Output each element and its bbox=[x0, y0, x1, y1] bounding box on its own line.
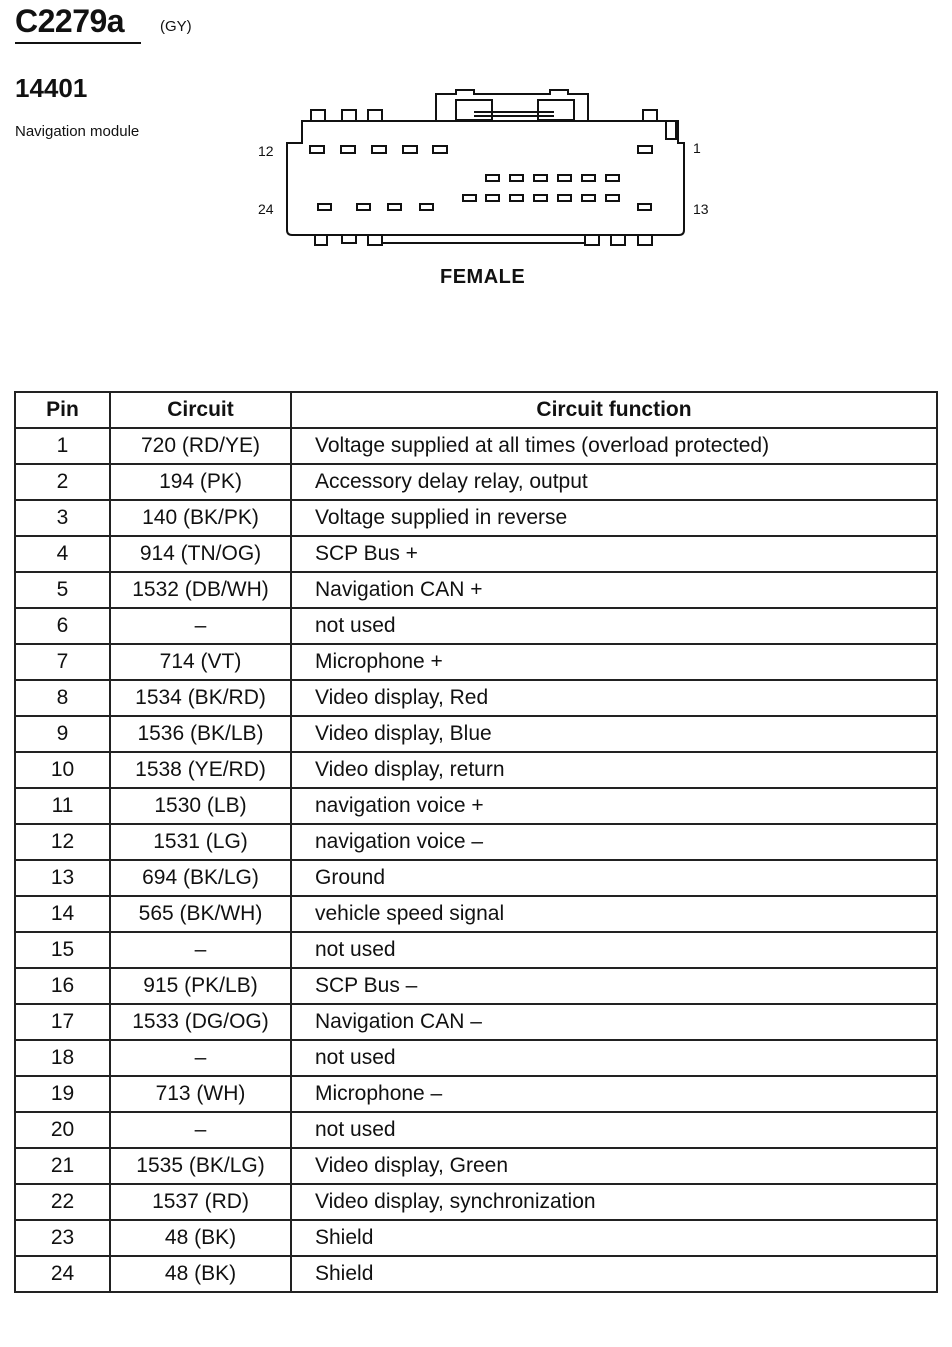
pin-cell: 16 bbox=[15, 968, 110, 1004]
header-circuit: Circuit bbox=[110, 392, 291, 428]
pin-cell: 12 bbox=[15, 824, 110, 860]
table-row bbox=[15, 1004, 937, 1040]
circuit-cell: 915 (PK/LB) bbox=[110, 968, 291, 1004]
pin-cell: 21 bbox=[15, 1148, 110, 1184]
circuit-cell: 565 (BK/WH) bbox=[110, 896, 291, 932]
pin-cell: 9 bbox=[15, 716, 110, 752]
pin-label-13: 13 bbox=[693, 201, 709, 217]
circuit-cell: 1534 (BK/RD) bbox=[110, 680, 291, 716]
function-cell: Video display, synchronization bbox=[291, 1184, 937, 1220]
pin-cell: 7 bbox=[15, 644, 110, 680]
function-cell: navigation voice – bbox=[291, 824, 937, 860]
pin-cell: 4 bbox=[15, 536, 110, 572]
table-row bbox=[15, 860, 937, 896]
pin-cell: 14 bbox=[15, 896, 110, 932]
cavity bbox=[510, 195, 523, 201]
pin-cell: 23 bbox=[15, 1220, 110, 1256]
pin-cell: 6 bbox=[15, 608, 110, 644]
pinout-table bbox=[14, 391, 938, 1293]
circuit-cell: 140 (BK/PK) bbox=[110, 500, 291, 536]
cavity bbox=[318, 204, 331, 210]
table-row bbox=[15, 896, 937, 932]
cavity bbox=[534, 175, 547, 181]
part-description: Navigation module bbox=[15, 123, 140, 140]
cavity bbox=[510, 175, 523, 181]
pin-cell: 22 bbox=[15, 1184, 110, 1220]
pin-label-1: 1 bbox=[693, 140, 701, 156]
pin-cell: 15 bbox=[15, 932, 110, 968]
pin-cell: 3 bbox=[15, 500, 110, 536]
header-circuit-function: Circuit function bbox=[291, 392, 937, 428]
table-row bbox=[15, 824, 937, 860]
pin-cell: 13 bbox=[15, 860, 110, 896]
function-cell: Video display, Green bbox=[291, 1148, 937, 1184]
header-pin: Pin bbox=[15, 392, 110, 428]
function-cell: Ground bbox=[291, 860, 937, 896]
function-cell: Video display, Red bbox=[291, 680, 937, 716]
pin-cell: 5 bbox=[15, 572, 110, 608]
table-row bbox=[15, 1220, 937, 1256]
cavity bbox=[403, 146, 417, 153]
table-row bbox=[15, 644, 937, 680]
table-row bbox=[15, 428, 937, 464]
cavity bbox=[486, 195, 499, 201]
cavity bbox=[558, 195, 571, 201]
function-cell: Microphone + bbox=[291, 644, 937, 680]
function-cell: SCP Bus – bbox=[291, 968, 937, 1004]
circuit-cell: 1538 (YE/RD) bbox=[110, 752, 291, 788]
circuit-cell: – bbox=[110, 608, 291, 644]
circuit-cell: 1537 (RD) bbox=[110, 1184, 291, 1220]
function-cell: Video display, return bbox=[291, 752, 937, 788]
pin-cell: 10 bbox=[15, 752, 110, 788]
function-cell: not used bbox=[291, 932, 937, 968]
circuit-cell: 694 (BK/LG) bbox=[110, 860, 291, 896]
circuit-cell: – bbox=[110, 1112, 291, 1148]
table-row bbox=[15, 680, 937, 716]
table-row bbox=[15, 608, 937, 644]
cavity bbox=[433, 146, 447, 153]
table-row bbox=[15, 1184, 937, 1220]
pin-cell: 18 bbox=[15, 1040, 110, 1076]
cavity bbox=[310, 146, 324, 153]
cavity bbox=[558, 175, 571, 181]
function-cell: Navigation CAN + bbox=[291, 572, 937, 608]
pin-cell: 2 bbox=[15, 464, 110, 500]
cavity bbox=[341, 146, 355, 153]
cavity bbox=[388, 204, 401, 210]
table-row bbox=[15, 968, 937, 1004]
circuit-cell: 194 (PK) bbox=[110, 464, 291, 500]
pin-cell: 24 bbox=[15, 1256, 110, 1292]
table-row bbox=[15, 716, 937, 752]
table-row bbox=[15, 500, 937, 536]
circuit-cell: 48 (BK) bbox=[110, 1256, 291, 1292]
table-row bbox=[15, 1076, 937, 1112]
cavity bbox=[582, 175, 595, 181]
function-cell: Navigation CAN – bbox=[291, 1004, 937, 1040]
table-row bbox=[15, 1040, 937, 1076]
circuit-cell: 48 (BK) bbox=[110, 1220, 291, 1256]
cavity bbox=[582, 195, 595, 201]
pin-cell: 17 bbox=[15, 1004, 110, 1040]
circuit-cell: 1530 (LB) bbox=[110, 788, 291, 824]
pin-label-12: 12 bbox=[258, 143, 274, 159]
table-row bbox=[15, 1148, 937, 1184]
table-row bbox=[15, 572, 937, 608]
connector-id: C2279a bbox=[15, 3, 125, 39]
circuit-cell: 1533 (DG/OG) bbox=[110, 1004, 291, 1040]
connector-diagram bbox=[250, 85, 730, 255]
function-cell: Video display, Blue bbox=[291, 716, 937, 752]
function-cell: Accessory delay relay, output bbox=[291, 464, 937, 500]
part-number: 14401 bbox=[15, 73, 88, 103]
circuit-cell: 720 (RD/YE) bbox=[110, 428, 291, 464]
connector-color: (GY) bbox=[160, 18, 192, 35]
cavity bbox=[638, 204, 651, 210]
diagram-caption: FEMALE bbox=[440, 266, 526, 288]
table-row bbox=[15, 464, 937, 500]
circuit-cell: – bbox=[110, 932, 291, 968]
cavity bbox=[463, 195, 476, 201]
function-cell: Voltage supplied in reverse bbox=[291, 500, 937, 536]
pin-label-24: 24 bbox=[258, 201, 274, 217]
circuit-cell: 714 (VT) bbox=[110, 644, 291, 680]
function-cell: Shield bbox=[291, 1220, 937, 1256]
pin-cell: 19 bbox=[15, 1076, 110, 1112]
cavity bbox=[372, 146, 386, 153]
function-cell: Microphone – bbox=[291, 1076, 937, 1112]
function-cell: vehicle speed signal bbox=[291, 896, 937, 932]
table-row bbox=[15, 752, 937, 788]
cavity bbox=[420, 204, 433, 210]
cavity bbox=[606, 175, 619, 181]
cavity bbox=[357, 204, 370, 210]
function-cell: SCP Bus + bbox=[291, 536, 937, 572]
table-row bbox=[15, 536, 937, 572]
table-row bbox=[15, 1112, 937, 1148]
pin-cell: 11 bbox=[15, 788, 110, 824]
circuit-cell: – bbox=[110, 1040, 291, 1076]
circuit-cell: 914 (TN/OG) bbox=[110, 536, 291, 572]
function-cell: Voltage supplied at all times (overload protected) bbox=[291, 428, 937, 464]
table-row bbox=[15, 1256, 937, 1292]
circuit-cell: 1536 (BK/LB) bbox=[110, 716, 291, 752]
pin-cell: 8 bbox=[15, 680, 110, 716]
cavity bbox=[486, 175, 499, 181]
table-row bbox=[15, 788, 937, 824]
circuit-cell: 713 (WH) bbox=[110, 1076, 291, 1112]
circuit-cell: 1535 (BK/LG) bbox=[110, 1148, 291, 1184]
table-row bbox=[15, 932, 937, 968]
cavity bbox=[606, 195, 619, 201]
function-cell: navigation voice + bbox=[291, 788, 937, 824]
circuit-cell: 1532 (DB/WH) bbox=[110, 572, 291, 608]
function-cell: not used bbox=[291, 1112, 937, 1148]
function-cell: not used bbox=[291, 608, 937, 644]
circuit-cell: 1531 (LG) bbox=[110, 824, 291, 860]
table-header-row bbox=[15, 392, 937, 428]
pin-cell: 1 bbox=[15, 428, 110, 464]
cavity bbox=[638, 146, 652, 153]
function-cell: not used bbox=[291, 1040, 937, 1076]
connector-id-underline bbox=[15, 42, 141, 44]
cavity bbox=[534, 195, 547, 201]
function-cell: Shield bbox=[291, 1256, 937, 1292]
pin-cell: 20 bbox=[15, 1112, 110, 1148]
